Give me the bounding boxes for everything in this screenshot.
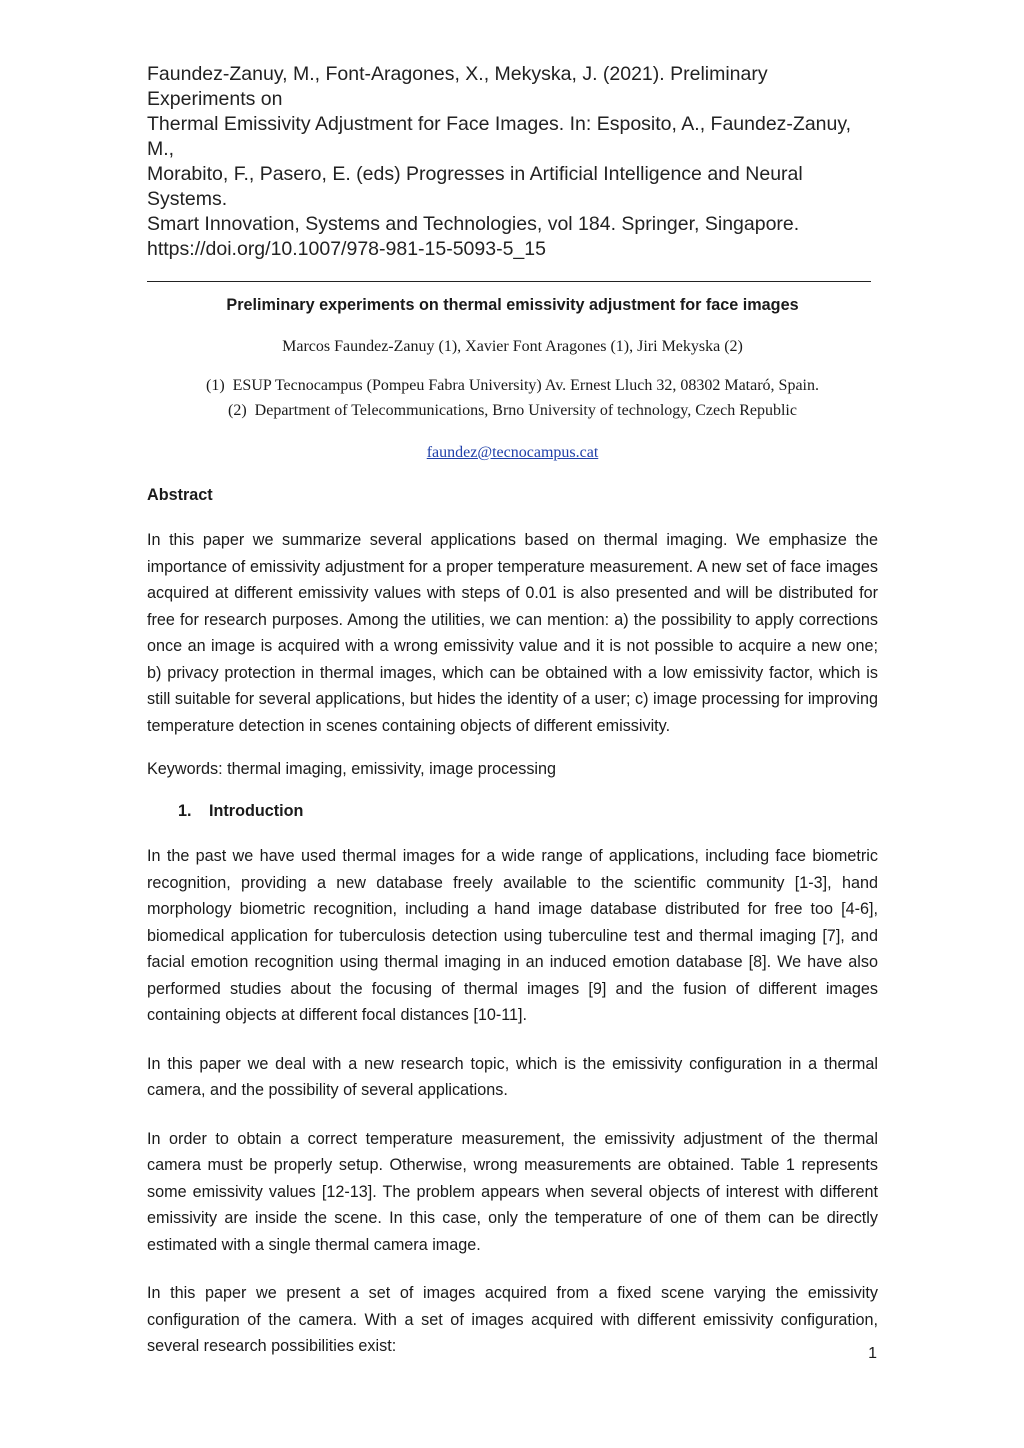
introduction-heading <box>178 801 878 821</box>
intro-paragraph: In the past we have used thermal images for a wide range of applications, including face biometric recognition, providing a new database freely available to the scientific community [1-3], hand morphology biometric recognition, including a hand image database distributed for free too [4-6], biomedical application for tuberculosis detection using tuberculine test and thermal imaging [7], and facial emotion recognition using thermal imaging in an induced emotion database [8]. We have also performed studies about the focusing of thermal images [9] and the fusion of different images containing objects at different focal distances [10-11]. <box>147 847 878 1024</box>
citation-doi: https://doi.org/10.1007/978-981-15-5093-5_15 <box>147 238 546 260</box>
affiliation-text: ESUP Tecnocampus (Pompeu Fabra University) Av. Ernest Lluch 32, 08302 Mataró, Spain. <box>232 377 819 394</box>
citation-line: Smart Innovation, Systems and Technologies, vol 184. Springer, Singapore. <box>147 213 800 235</box>
page-content <box>147 62 878 1360</box>
citation-block <box>147 62 878 262</box>
abstract-text: In this paper we summarize several applications based on thermal imaging. We emphasize the importance of emissivity adjustment for a proper temperature measurement. A new set of face images acquired at different emissivity values with steps of 0.01 is also presented and will be distributed for free for research purposes. Among the utilities, we can mention: a) the possibility to apply corrections once an image is acquired with a wrong emissivity value and it is not possible to acquire a new one; b) privacy protection in thermal images, which can be obtained with a low emissivity factor, which is still suitable for several applications, but hides the identity of a user; c) image processing for improving temperature detection in scenes containing objects of different emissivity. <box>147 531 878 735</box>
section-title: Introduction <box>209 802 304 820</box>
email-link[interactable]: faundez@tecnocampus.cat <box>426 444 599 461</box>
affiliation-number: (2) <box>228 402 247 419</box>
paper-title: Preliminary experiments on thermal emissivity adjustment for face images <box>226 296 799 314</box>
affiliation-item <box>147 398 878 423</box>
intro-paragraph: In this paper we deal with a new research topic, which is the emissivity configuration in a thermal camera, and the possibility of several applications. <box>147 1054 878 1099</box>
citation-line: Faundez-Zanuy, M., Font-Aragones, X., Mekyska, J. (2021). Preliminary Experiments on <box>147 63 768 110</box>
page-number: 1 <box>868 1345 877 1362</box>
affiliation-number: (1) <box>206 377 225 394</box>
affiliation-item <box>147 373 878 398</box>
intro-paragraph: In order to obtain a correct temperature measurement, the emissivity adjustment of the thermal camera must be properly setup. Otherwise, wrong measurements are obtained. Table 1 represents some emissivity values [12-13]. The problem appears when several objects of interest with different emissivity are inside the scene. In this case, only the temperature of one of them can be directly estimated with a single thermal camera image. <box>147 1129 878 1254</box>
section-number: 1. <box>178 802 192 820</box>
contact-email-row <box>147 443 878 463</box>
author-list: Marcos Faundez-Zanuy (1), Xavier Font Aragones (1), Jiri Mekyska (2) <box>282 338 743 355</box>
header-divider <box>147 281 871 282</box>
affiliation-text: Department of Telecommunications, Brno University of technology, Czech Republic <box>254 402 797 419</box>
abstract-heading: Abstract <box>147 486 213 504</box>
citation-line: Morabito, F., Pasero, E. (eds) Progresses in Artificial Intelligence and Neural Systems. <box>147 163 803 210</box>
keywords: Keywords: thermal imaging, emissivity, image processing <box>147 760 557 778</box>
affiliation-list <box>147 373 878 423</box>
citation-line: Thermal Emissivity Adjustment for Face Images. In: Esposito, A., Faundez-Zanuy, M., <box>147 113 852 160</box>
intro-paragraph: In this paper we present a set of images acquired from a fixed scene varying the emissivity configuration of the camera. With a set of images acquired with different emissivity configuration, several research possibilities exist: <box>147 1284 878 1355</box>
